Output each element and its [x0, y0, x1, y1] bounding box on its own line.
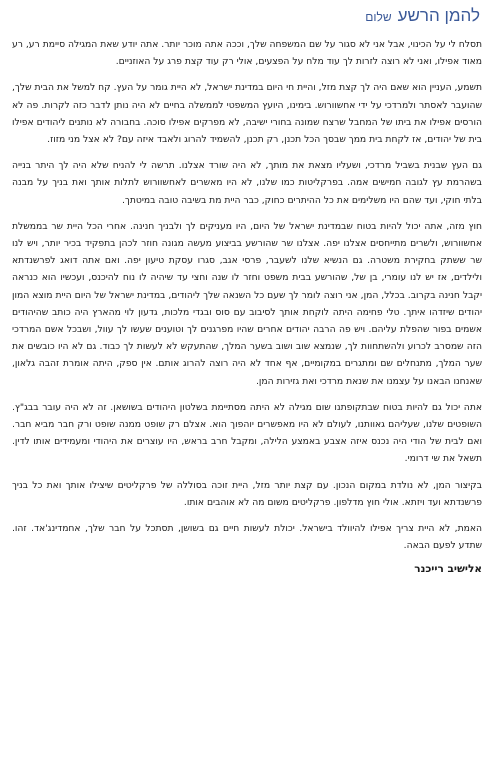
- paragraph: בקיצור המן, לא נולדת במקום הנכון. עם קצת יותר מזל, היית זוכה בסוללה של פרקליטים שיצילו אותך ואת כל בניך פרשנדתא ועד ויזתא. אולי חוץ מדלפון. פרקליטים משום מה לא אוהבים אותו.: [12, 479, 482, 508]
- paragraph: אתה יכול גם להיות בטוח שבתקופתנו שום מגילה לא היתה מסתיימת בשלטון היהודים בשושאן. זה לא היה עובר בבג"ץ. השופטים שלנו, שעליהם גאוותנו, לעולם לא היו מאפשרים יוהפוך הוא. אצלם רק שופט ממנה שופט ורק חבר מביא חבר. ואם לבית של הודי היה נכנס איזה אצבע באמצע הלילה, ומקבל חרב בראש, היו עוצרים את היהודי ומעמידים אותו לדין. תשאל את שי דרומי.: [12, 401, 482, 465]
- letter-greeting: שלום: [365, 10, 392, 24]
- letter-page: [8, 6, 486, 762]
- letter-header: [8, 6, 486, 36]
- paragraph: חוץ מזה, אתה יכול להיות בטוח שבמדינת ישראל של היום, היו מעניקים לך ולבניך חנינה. אחרי הכל היית שר בממשלת אחשוורוש, ולשרים מתייחסים אצלנו יפה. אצלנו שר שהורשע בביצוע מעשה מגונה חוזר לכהן בתפקיד בכיר יותר, ויש לנו שר ששתק בחקירת משטרה. גם הנשיא שלנו לשעבר, פרסי אגב, סגרו עסקת טיעון יפה. ואם אתה דואג לפרשנדתא ולילדים, אז יש לנו עומרי, בן של, שהורשע בבית משפט וחזר לו שנה וחצי עד שיהיה לו נוח להיכנס, ועכשיו הוא כנראה יקבל חנינה בקרוב. בכלל, המן, אני רוצה לומר לך שעם כל השנאה שלך ליהודים, במדינת ישראל של היום היית מוצא המון יהודים שיזדהו איתך. טלי פחימה היתה לוקחת אותך לסיבוב עם סוס ובגדי מלכות, גדעון לוי מהארץ היה כותב שהיהודים אשמים בפור שהפלת עליהם. ויש פה הרבה יהודים אחרים שהיו מפרגנים לך וטוענים שעשו לך עוול, ושבכל אשם המרדכי הזה שמסרב לכרוע ולהשתחוות לך, שנמצא שוב ושוב בשער המלך, שהתעקש לא לעשות לך כבוד. גם לא היו כובשים את שער המלך, מתנחלים שם ומתגרים במקומיים, אף אחד לא היה רוצה להרוג אותם. אין ספק, היתה אומרת זהבה גלאון, שאנחנו הבאנו על עצמנו את שנאת מרדכי ואת גזירות המן.: [12, 220, 482, 387]
- letter-title: להמן הרשע: [397, 6, 480, 25]
- paragraph: האמת, לא היית צריך אפילו להיוולד בישראל. יכולת לעשות חיים גם בשושן, תסתכל על חבר שלך, אחמדינג'אד. זהו. שתדע לפעם הבאה.: [12, 523, 482, 552]
- paragraph: תשמע, העניין הוא שאם היה לך קצת מזל, והיית חי היום במדינת ישראל, לא היית גומר על העץ. קח למשל את הבית שלך, שהועבר לאסתר ולמרדכי על ידי אחשוורוש. בימינו, היועץ המשפטי לממשלה בחיים לא היה נותן לדבר כזה לקרות. פה לא הורסים אפילו את ביתו של המחבל שרצח שמונה בחורי ישיבה, לא מפרקים אפילו סוכה. בחבורה לא נותנים ליהודים אפילו בית של יהודים, אז לקחת בית ממך שבסך הכל תכנן, רק תכנן, להשמיד להרוג ולאבד איזה עם? לא אצל מני מזוז.: [12, 82, 482, 146]
- paragraph: תסלח לי על הכינוי, אבל אני לא סגור על שם המשפחה שלך, וככה אתה מוכר יותר. אתה יודע שאת המגילה סיימת רע, רע מאוד אפילו, ואני לא רוצה לזרות לך עוד מלח על הפצעים, אולי רק עוד קצת פרג על האוזניים.: [12, 39, 482, 68]
- signature: אלישיב רייכנר: [414, 563, 482, 576]
- paragraph: גם העץ שבנית בשביל מרדכי, ושעליו מצאת את מותך, לא היה שורד אצלנו. תרשה לי להניח שלא היה לך היתר בנייה בשהרמת עץ לגובה חמישים אמה. בפרקליטות כמו שלנו, לא היו מאשרים לאחשוורוש לתלות אותך ואת בניך על מבנה בלתי חוקי, ועד שהם היו משלימים את כל ההיתרים כחוק, כבר היית מת בשיבה טובה במיטתך.: [12, 160, 482, 206]
